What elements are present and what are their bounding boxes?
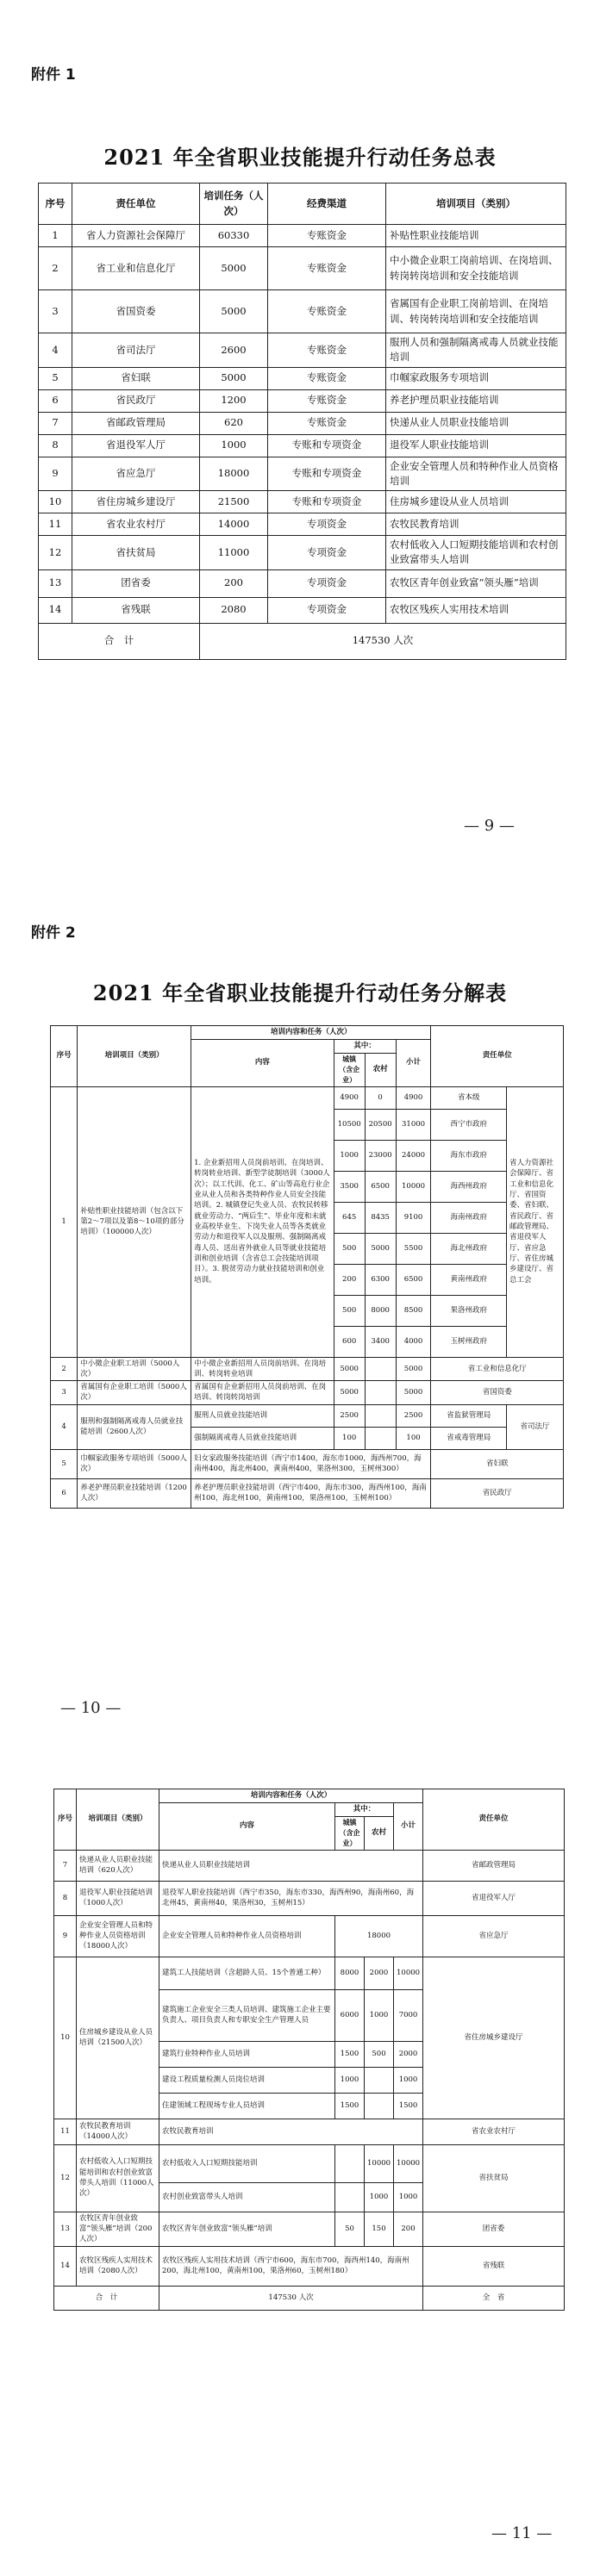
table-row [51,1478,564,1508]
row-unit: 省农业农村厅 [423,2119,565,2144]
row-task: 21500 [200,491,268,513]
subtotal-value: 10000 [396,1171,431,1202]
row-task: 2600 [200,333,268,368]
row-seq: 1 [39,225,72,247]
attachment-2-label: 附件 2 [31,924,76,942]
row-project: 快递从业人员职业技能培训（620人次） [77,1850,159,1881]
row-seq: 3 [51,1381,78,1405]
p2-header-unit: 责任单位 [431,1026,564,1087]
row-seq: 2 [39,247,72,290]
rural-value [365,2093,394,2119]
row-project: 巾帼家政服务专项培训（5000人次） [78,1449,191,1478]
row-funding: 专项资金 [268,569,386,597]
row-content: 农牧区残疾人实用技术培训（西宁市600，海东市700，海西州140，海南州200，海北州100，黄南州100，果洛州60，玉树州180） [159,2246,423,2286]
row-unit: 省民政厅 [72,389,200,412]
row-project: 补贴性职业技能培训（包含以下第2～7项以及第8～10项的部分培训）（100000人次） [78,1086,191,1357]
total-unit: 全 省 [423,2286,565,2310]
row-unit: 省妇联 [72,367,200,389]
rural-value: 6500 [365,1171,396,1202]
row-unit: 省戒毒管理局 [431,1427,507,1449]
row-lead-unit: 省司法厅 [506,1404,563,1449]
row-funding: 专账资金 [268,247,386,290]
total-value: 147530 人次 [200,623,566,659]
urban-value: 6000 [335,1989,365,2041]
page1-title: 2021 年全省职业技能提升行动任务总表 [103,145,497,170]
row-unit: 省国资委 [431,1381,564,1405]
urban-value: 500 [334,1295,365,1326]
rural-value: 1000 [365,2182,394,2212]
urban-value: 645 [334,1202,365,1233]
row-unit: 省扶贫局 [72,536,200,570]
table-row [54,2144,565,2182]
p2-header-ofwhich: 其中： [334,1039,396,1053]
table-row [51,1449,564,1478]
rural-value: 0 [365,1086,396,1109]
row-content: 农牧区青年创业致富“领头雁”培训 [159,2212,335,2246]
row-content: 1. 企业新招用人员岗前培训、在岗培训、转岗转业培训、新型学徒制培训（3000人次）；以工代训、化工、矿山等高危行业企业从业人员和各类特种作业人员安全技能培训。2. 城镇登记失业人员、农牧民转移就业劳动力、“两后生”、毕业年度和未就业高校毕业生、下岗失业人员等各类就业劳动力和退役军人以及服刑、强制隔离戒毒人员、送出省外就业人员等就业技能培训和创业培训（含省总工会技能培训项目）。3. 脱贫劳动力就业技能培训和创业培训。 [191,1086,334,1357]
urban-value: 1000 [334,1140,365,1171]
row-project: 服刑和强制隔离戒毒人员就业技能培训（2600人次） [78,1404,191,1449]
p3-header-group: 培训内容和任务（人次） [159,1789,423,1803]
header-funding: 经费渠道 [268,184,386,225]
row-project: 农牧区残疾人实用技术培训（2080人次） [77,2246,159,2286]
header-unit: 责任单位 [72,184,200,225]
urban-value: 5000 [334,1357,365,1381]
row-unit: 省残联 [72,597,200,623]
row-unit: 省人力资源社会保障厅 [72,225,200,247]
summary-row [39,457,566,491]
row-task: 5000 [200,247,268,290]
row-seq: 10 [54,1957,77,2119]
subtotal-value: 5000 [396,1381,431,1405]
row-seq: 8 [39,434,72,457]
region-unit: 西宁市政府 [431,1109,507,1140]
row-seq: 5 [39,367,72,389]
row-content: 妇女家政服务技能培训（西宁市1400，海东市1000，海西州700，海南州400，海北州400，黄南州400，果洛州300，玉树州300） [191,1449,431,1478]
urban-value: 1000 [335,2067,365,2093]
row-seq: 1 [51,1086,78,1357]
summary-row [39,513,566,536]
summary-row [39,247,566,290]
row-content: 服刑人员就业技能培训 [191,1404,334,1427]
row-task: 200 [200,569,268,597]
summary-row [39,434,566,457]
row-project: 养老护理员职业技能培训（1200人次） [78,1478,191,1508]
row-project: 住房城乡建设从业人员培训（21500人次） [77,1957,159,2119]
row-project: 退役军人职业技能培训（1000人次） [77,1881,159,1915]
subtotal-value: 8500 [396,1295,431,1326]
urban-value: 1500 [335,2041,365,2067]
row-unit: 省住房城乡建设厅 [72,491,200,513]
region-unit: 海东市政府 [431,1140,507,1171]
row-project: 省属国有企业职工岗前培训、在岗培训、转岗转岗培训和安全技能培训 [386,290,566,333]
rural-value: 6300 [365,1264,396,1295]
row-funding: 专账资金 [268,333,386,368]
total-label: 合 计 [54,2286,159,2310]
p2-header-urban: 城镇（含企业） [334,1053,365,1086]
region-unit: 海南州政府 [431,1202,507,1233]
p3-header-urban: 城镇（含企业） [335,1816,365,1850]
subtotal-value: 2000 [394,2041,423,2067]
subtotal-value: 1000 [394,2182,423,2212]
row-project: 中小微企业职工培训（5000人次） [78,1357,191,1381]
p2-header-rural: 农村 [365,1053,396,1086]
page2-title: 2021 年全省职业技能提升行动任务分解表 [92,980,508,1005]
subtotal-value: 6500 [396,1264,431,1295]
row-content: 养老护理员职业技能培训（西宁市400，海东市300，海西州100，海南州100，海北州100，黄南州100，果洛州100，玉树州100） [191,1478,431,1508]
row-seq: 3 [39,290,72,333]
row-content: 建筑行业特种作业人员培训 [159,2041,335,2067]
subtotal-value: 1500 [394,2093,423,2119]
page-number-11: — 11 — [491,2524,553,2542]
p2-header-project: 培训项目（类别） [78,1026,191,1087]
row-content: 农牧民教育培训 [159,2119,423,2144]
rural-value [365,2067,394,2093]
page-number-10: — 10 — [60,1699,122,1717]
rural-value: 1000 [365,1989,394,2041]
p3-header-rural: 农村 [365,1816,394,1850]
row-unit: 省应急厅 [423,1915,565,1957]
breakdown-table-1 [50,1025,564,1509]
row-task: 11000 [200,536,268,570]
row-unit: 省国资委 [72,290,200,333]
row-seq: 8 [54,1881,77,1915]
urban-value [335,2144,365,2182]
summary-row [39,389,566,412]
urban-value: 500 [334,1233,365,1264]
table-row [54,1850,565,1881]
row-content: 企业安全管理人员和特种作业人员资格培训 [159,1915,335,1957]
p3-header-subtotal: 小计 [394,1802,423,1850]
subtotal-value: 31000 [396,1109,431,1140]
region-unit: 玉树州政府 [431,1326,507,1357]
row-seq: 7 [39,412,72,434]
row-funding: 专账和专项资金 [268,434,386,457]
row-seq: 6 [39,389,72,412]
row-funding: 专账资金 [268,225,386,247]
row-project: 养老护理员职业技能培训 [386,389,566,412]
summary-row [39,367,566,389]
p3-header-ofwhich: 其中： [335,1802,394,1816]
table-row [51,1381,564,1405]
breakdown-table-2 [53,1789,565,2311]
rural-value [365,1357,396,1381]
summary-row [39,333,566,368]
row-project: 巾帼家政服务专项培训 [386,367,566,389]
rural-value: 3400 [365,1326,396,1357]
summary-row [39,491,566,513]
row-content: 强制隔离戒毒人员就业技能培训 [191,1427,334,1449]
row-project: 农牧民教育培训 [386,513,566,536]
table-row [54,2212,565,2246]
attachment-1-label: 附件 1 [31,66,76,84]
row-task: 2080 [200,597,268,623]
row-task: 1000 [200,434,268,457]
subtotal-value: 10000 [394,2144,423,2182]
row-unit: 省邮政管理局 [423,1850,565,1881]
row-funding: 专账和专项资金 [268,491,386,513]
row-unit: 省退役军人厅 [423,1881,565,1915]
row-seq: 4 [51,1404,78,1449]
row-seq: 4 [39,333,72,368]
lead-unit: 省人力资源社会保障厅、省工业和信息化厅、省国资委、省妇联、省民政厅、省邮政管理局、省退役军人厅、省应急厅、省住房城乡建设厅、省总工会 [506,1086,563,1357]
subtotal-value: 5500 [396,1233,431,1264]
row-task: 620 [200,412,268,434]
summary-row [39,597,566,623]
summary-row [39,290,566,333]
p2-header-seq: 序号 [51,1026,78,1087]
row-unit: 省住房城乡建设厅 [423,1957,565,2119]
row-unit: 团省委 [72,569,200,597]
row-project: 中小微企业职工岗前培训、在岗培训、转岗转岗培训和安全技能培训 [386,247,566,290]
row-funding: 专账资金 [268,290,386,333]
row-funding: 专账和专项资金 [268,457,386,491]
row-project: 服刑人员和强制隔离戒毒人员就业技能培训 [386,333,566,368]
subtotal-value: 100 [396,1427,431,1449]
row-project: 退役军人职业技能培训 [386,434,566,457]
row-content: 建设工程质量检测人员岗位培训 [159,2067,335,2093]
subtotal-value: 10000 [394,1957,423,1989]
region-unit: 果洛州政府 [431,1295,507,1326]
rural-value: 2000 [365,1957,394,1989]
table-row [54,1881,565,1915]
p3-header-unit: 责任单位 [423,1789,565,1851]
row-unit: 团省委 [423,2212,565,2246]
urban-value: 1500 [335,2093,365,2119]
urban-value: 3500 [334,1171,365,1202]
row-unit: 省扶贫局 [423,2144,565,2212]
row-project: 省属国有企业职工培训（5000人次） [78,1381,191,1405]
summary-row [39,536,566,570]
table-row [51,1086,564,1109]
subtotal-value: 4000 [396,1326,431,1357]
urban-value: 10500 [334,1109,365,1140]
region-unit: 省本级 [431,1086,507,1109]
row-seq: 7 [54,1850,77,1881]
row-funding: 专账资金 [268,412,386,434]
row-project: 住房城乡建设从业人员培训 [386,491,566,513]
urban-value: 2500 [334,1404,365,1427]
row-seq: 14 [54,2246,77,2286]
row-seq: 6 [51,1478,78,1508]
rural-value: 5000 [365,1233,396,1264]
row-seq: 12 [54,2144,77,2212]
row-project: 补贴性职业技能培训 [386,225,566,247]
p3-header-seq: 序号 [54,1789,77,1851]
subtotal-value: 18000 [335,1915,423,1957]
region-unit: 海西州政府 [431,1171,507,1202]
rural-value: 8000 [365,1295,396,1326]
subtotal-value: 9100 [396,1202,431,1233]
subtotal-value: 24000 [396,1140,431,1171]
row-funding: 专账资金 [268,389,386,412]
header-seq: 序号 [39,184,72,225]
row-unit: 省司法厅 [72,333,200,368]
table-row [54,2119,565,2144]
urban-value: 8000 [335,1957,365,1989]
row-seq: 12 [39,536,72,570]
urban-value: 600 [334,1326,365,1357]
rural-value: 150 [365,2212,394,2246]
p2-header-subtotal: 小计 [396,1039,431,1086]
page-number-9: — 9 — [464,817,515,835]
row-project: 农村低收入人口短期技能培训和农村创业致富带头人培训 [386,536,566,570]
row-seq: 11 [54,2119,77,2144]
row-seq: 2 [51,1357,78,1381]
row-task: 5000 [200,290,268,333]
p2-header-content: 内容 [191,1039,334,1086]
row-funding: 专项资金 [268,597,386,623]
subtotal-value: 7000 [394,1989,423,2041]
p3-header-content: 内容 [159,1802,335,1850]
table-row [54,2246,565,2286]
row-project: 快递从业人员职业技能培训 [386,412,566,434]
subtotal-value: 200 [394,2212,423,2246]
subtotal-value: 5000 [396,1357,431,1381]
subtotal-value: 4900 [396,1086,431,1109]
row-content: 农村创业致富带头人培训 [159,2182,335,2212]
row-project: 农牧民教育培训（14000人次） [77,2119,159,2144]
header-task: 培训任务（人次） [200,184,268,225]
row-unit: 省农业农村厅 [72,513,200,536]
rural-value: 20500 [365,1109,396,1140]
row-unit: 省邮政管理局 [72,412,200,434]
row-task: 5000 [200,367,268,389]
table-row [51,1404,564,1427]
row-content: 快递从业人员职业技能培训 [159,1850,423,1881]
row-seq: 5 [51,1449,78,1478]
region-unit: 海北州政府 [431,1233,507,1264]
rural-value [365,1381,396,1405]
row-content: 农村低收入人口短期技能培训 [159,2144,335,2182]
row-task: 18000 [200,457,268,491]
row-project: 农村低收入人口短期技能培训和农村创业致富带头人培训（11000人次） [77,2144,159,2212]
row-project: 企业安全管理人员和特种作业人员资格培训（18000人次） [77,1915,159,1957]
row-content: 退役军人职业技能培训（西宁市350，海东市330，海西州90，海南州60，海北州45，黄南州40，果洛州30，玉树州15） [159,1881,423,1915]
row-seq: 9 [39,457,72,491]
urban-value: 100 [334,1427,365,1449]
row-task: 14000 [200,513,268,536]
subtotal-value: 2500 [396,1404,431,1427]
row-unit: 省工业和信息化厅 [72,247,200,290]
row-funding: 专账资金 [268,367,386,389]
rural-value: 23000 [365,1140,396,1171]
row-unit: 省妇联 [431,1449,564,1478]
total-value: 147530 人次 [159,2286,423,2310]
row-unit: 省监狱管理局 [431,1404,507,1427]
row-project: 企业安全管理人员和特种作业人员资格培训 [386,457,566,491]
rural-value: 8435 [365,1202,396,1233]
row-funding: 专项资金 [268,513,386,536]
table-row [54,1915,565,1957]
row-content: 省属国有企业新招用人员岗前培训、在岗培训、转岗转岗培训 [191,1381,334,1405]
row-seq: 9 [54,1915,77,1957]
row-unit: 省工业和信息化厅 [431,1357,564,1381]
rural-value [365,1427,396,1449]
urban-value: 4900 [334,1086,365,1109]
urban-value: 5000 [334,1381,365,1405]
urban-value: 200 [334,1264,365,1295]
rural-value: 10000 [365,2144,394,2182]
row-content: 建筑工人技能培训（含超龄人员、15个普通工种） [159,1957,335,1989]
row-seq: 13 [39,569,72,597]
summary-row [39,569,566,597]
table-row [51,1357,564,1381]
total-label: 合 计 [39,623,200,659]
row-unit: 省退役军人厅 [72,434,200,457]
row-content: 建筑施工企业安全三类人员培训、建筑施工企业主要负责人、项目负责人和专职安全生产管理人员 [159,1989,335,2041]
row-project: 农牧区残疾人实用技术培训 [386,597,566,623]
subtotal-value: 1000 [394,2067,423,2093]
row-seq: 13 [54,2212,77,2246]
row-unit: 省应急厅 [72,457,200,491]
rural-value [365,1404,396,1427]
p3-header-project: 培训项目（类别） [77,1789,159,1851]
row-seq: 14 [39,597,72,623]
summary-table [38,183,566,660]
urban-value [335,2182,365,2212]
row-unit: 省民政厅 [431,1478,564,1508]
row-seq: 11 [39,513,72,536]
p2-header-group: 培训内容和任务（人次） [191,1026,431,1040]
row-funding: 专项资金 [268,536,386,570]
row-task: 1200 [200,389,268,412]
summary-row [39,412,566,434]
row-seq: 10 [39,491,72,513]
row-project: 农牧区青年创业致富“领头雁”培训（200人次） [77,2212,159,2246]
row-task: 60330 [200,225,268,247]
row-unit: 省残联 [423,2246,565,2286]
row-content: 中小微企业新招用人员岗前培训、在岗培训、转岗转业培训 [191,1357,334,1381]
row-content: 住建领域工程现场专业人员培训 [159,2093,335,2119]
region-unit: 黄南州政府 [431,1264,507,1295]
total-row [54,2286,565,2310]
header-project: 培训项目（类别） [386,184,566,225]
rural-value: 500 [365,2041,394,2067]
row-project: 农牧区青年创业致富“领头雁”培训 [386,569,566,597]
summary-row [39,225,566,247]
table-row [54,1957,565,1989]
urban-value: 50 [335,2212,365,2246]
